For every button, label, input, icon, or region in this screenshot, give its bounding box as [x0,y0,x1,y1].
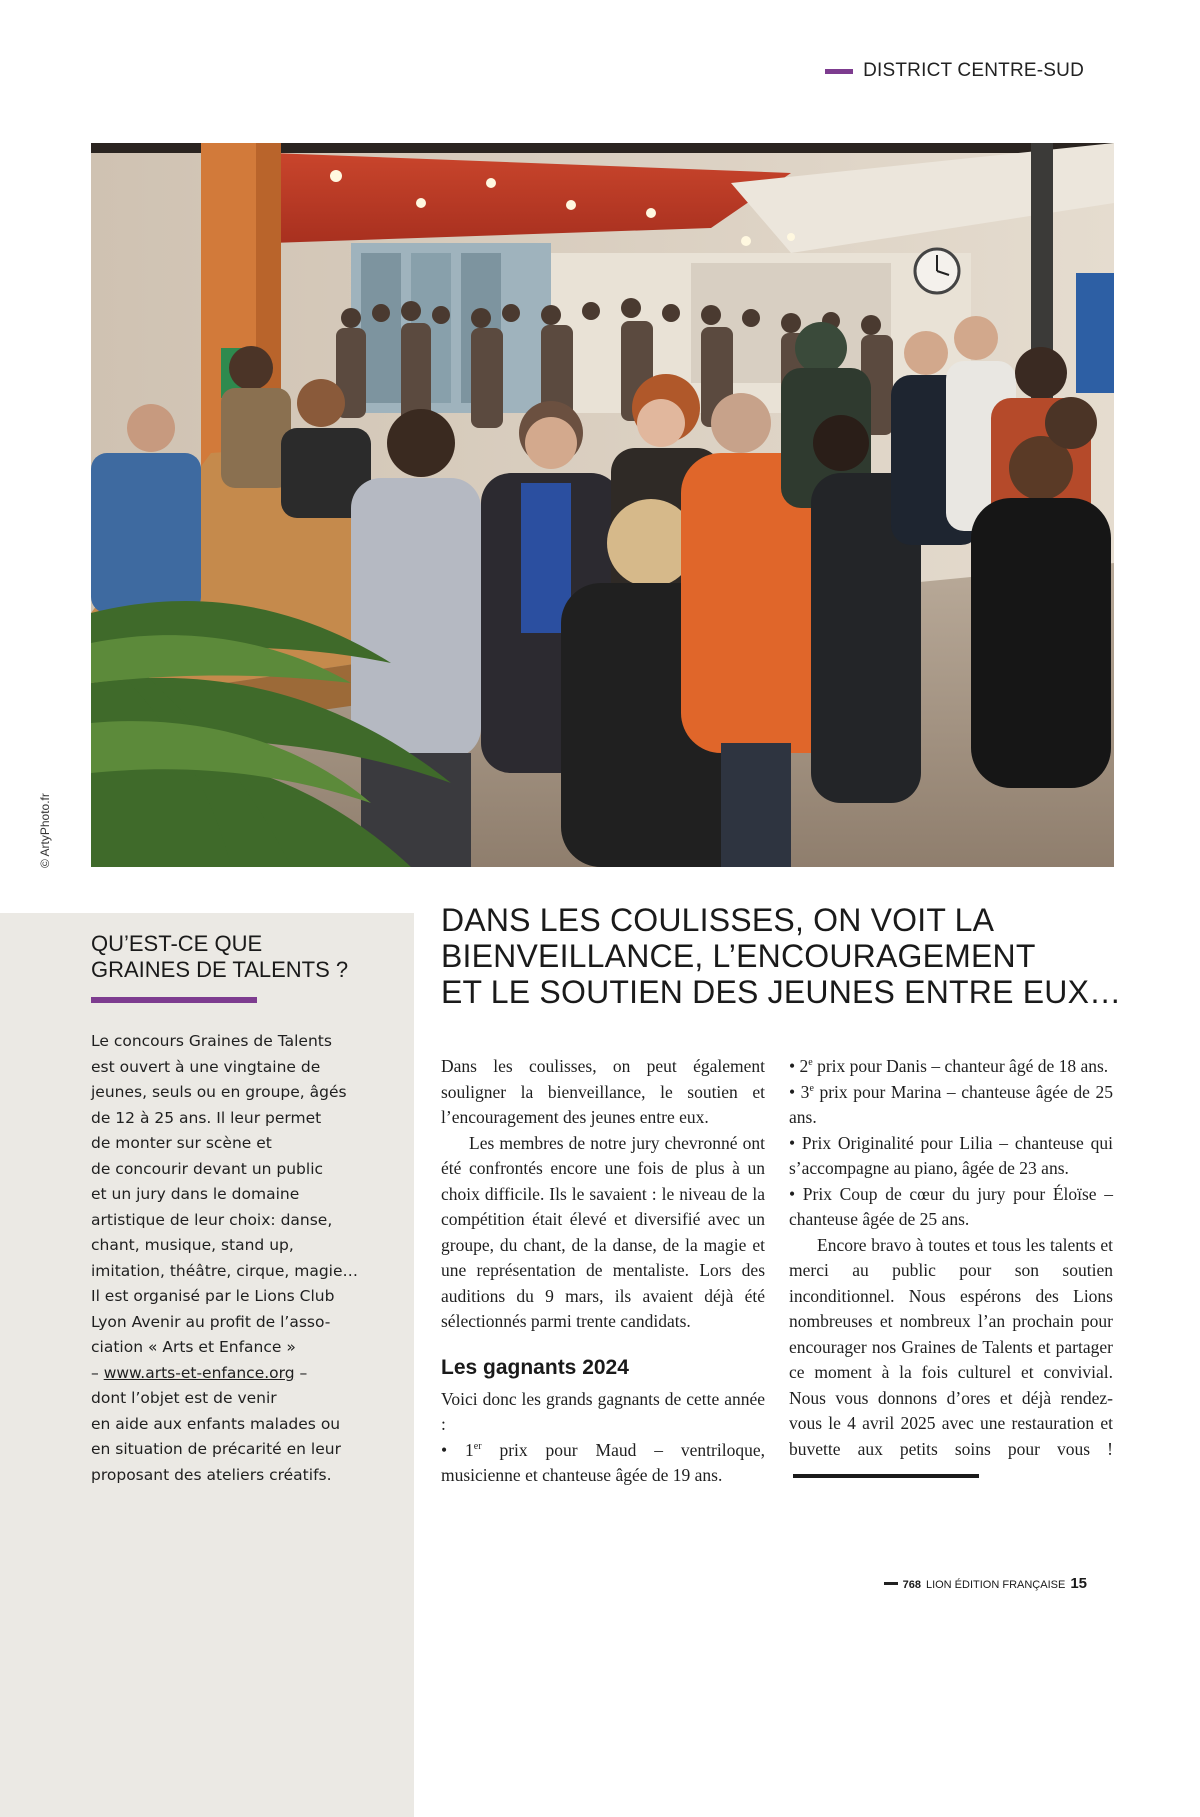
prize-2 [789,1054,1113,1080]
prize-3-text: prix pour Marina – chanteuse âgée de 25 ans. [789,1081,1113,1127]
prize-5: • Prix Coup de cœur du jury pour Éloïse – chanteuse âgée de 25 ans. [789,1183,1113,1229]
sidebar-line: dont l’objet est de venir [91,1389,277,1407]
prize-1-pre: • 1 [441,1439,474,1460]
photo-credit: © ArtyPhoto.fr [38,793,52,868]
winners-subhead: Les gagnants 2024 [441,1355,629,1379]
sidebar-line: Le concours Graines de Talents [91,1032,332,1050]
sidebar-line: ciation « Arts et Enfance » [91,1338,296,1356]
headline-line2: BIENVEILLANCE, L’ENCOURAGEMENT [441,938,1036,974]
prize-1 [441,1438,765,1489]
headline-line1: DANS LES COULISSES, ON VOIT LA [441,902,995,938]
sidebar-title-line1: QU’EST-CE QUE [91,931,263,956]
prize-1-text: prix pour Maud – ventriloque, musicienne et chanteuse âgée de 19 ans. [441,1439,765,1485]
sidebar-line: Il est organisé par le Lions Club [91,1287,335,1305]
headline-line3: ET LE SOUTIEN DES JEUNES ENTRE EUX… [441,974,1122,1010]
prize-2-text: prix pour Danis – chanteur âgé de 18 ans. [812,1056,1109,1076]
sidebar-rule [91,997,257,1003]
article-headline [441,902,1131,1010]
sidebar-line: est ouvert à une vingtaine de [91,1057,321,1076]
sidebar-link-prefix: – [91,1363,104,1382]
end-of-article-rule [793,1474,979,1478]
article-paragraph-4 [789,1233,1113,1488]
sidebar-line: de 12 à 25 ans. Il leur permet [91,1108,322,1127]
article-column-1 [441,1054,765,1489]
prize-3-sup: e [809,1082,814,1094]
article-paragraph-3: Voici donc les grands gagnants de cette année : [441,1388,765,1434]
sidebar-line: en aide aux enfants malades ou [91,1414,341,1433]
arts-et-enfance-link[interactable]: www.arts-et-enfance.org [103,1363,295,1382]
issue-number: 768 [902,1579,921,1591]
prize-3 [789,1080,1113,1131]
sidebar-line: Lyon Avenir au profit de l’asso- [91,1312,331,1331]
section-tag [825,60,1084,82]
sidebar-line: de monter sur scène et [91,1134,272,1152]
page-footer [884,1575,1087,1592]
article-paragraph-4-text: Encore bravo à toutes et tous les talents et merci au public pour son soutien inconditionnel. Nous espérons des Lions nombreuses et nombreux l’an prochain pour encourager nos Graines de Talents et partager ce moment à la fois culturel et convivial. Nous vous donnons d’ores et déjà rendez-vous le 4 avril 2025 avec une restauration et buvette aux petits soins pour vous ! [789,1234,1113,1459]
sidebar-line: proposant des ateliers créatifs. [91,1465,332,1484]
sidebar-content [91,931,391,1488]
sidebar-title-line2: GRAINES DE TALENTS ? [91,957,349,982]
sidebar-text [91,1029,391,1488]
sidebar-line: jeunes, seuls ou en groupe, âgés [91,1083,347,1101]
prize-1-sup: er [473,1440,482,1452]
event-photo [91,143,1114,867]
article-paragraph-2: Les membres de notre jury chevronné ont été confrontés encore une fois de plus à un choix difficile. Ils le savaient : le niveau de la compétition était élevé et diversifié avec un groupe, du chant, de la danse, de la magie et une représentation de mentaliste. Lors des auditions du 9 mars, ils avaient déjà été sélectionnés parmi trente candidats. [441,1132,765,1331]
prize-2-pre: • 2 [789,1056,809,1076]
prize-3-pre: • 3 [789,1081,810,1102]
sidebar-line: de concourir devant un public [91,1159,324,1178]
prize-4: • Prix Originalité pour Lilia – chanteuse qui s’accompagne au piano, âgée de 23 ans. [789,1132,1113,1178]
section-label: DISTRICT CENTRE-SUD [863,60,1084,81]
article-column-2 [789,1054,1113,1488]
sidebar-link-suffix: – [294,1363,308,1382]
sidebar-title [91,931,391,983]
page-number: 15 [1070,1575,1087,1592]
sidebar-line: imitation, théâtre, cirque, magie… [91,1261,359,1280]
publication-name: LION ÉDITION FRANÇAISE [925,1579,1066,1591]
sidebar-line: et un jury dans le domaine [91,1185,300,1203]
section-tag-bar [825,69,853,74]
event-photo-illustration [91,143,1114,867]
sidebar-line: en situation de précarité en leur [91,1440,341,1458]
sidebar-line: artistique de leur choix: danse, [91,1210,333,1229]
sidebar-line: chant, musique, stand up, [91,1236,294,1254]
sidebar-box [0,913,414,1817]
article-paragraph-1: Dans les coulisses, on peut également souligner la bienveillance, le soutien et l’encouragement des jeunes entre eux. [441,1056,765,1127]
prize-2-sup: e [808,1057,813,1069]
footer-dash [884,1582,898,1585]
